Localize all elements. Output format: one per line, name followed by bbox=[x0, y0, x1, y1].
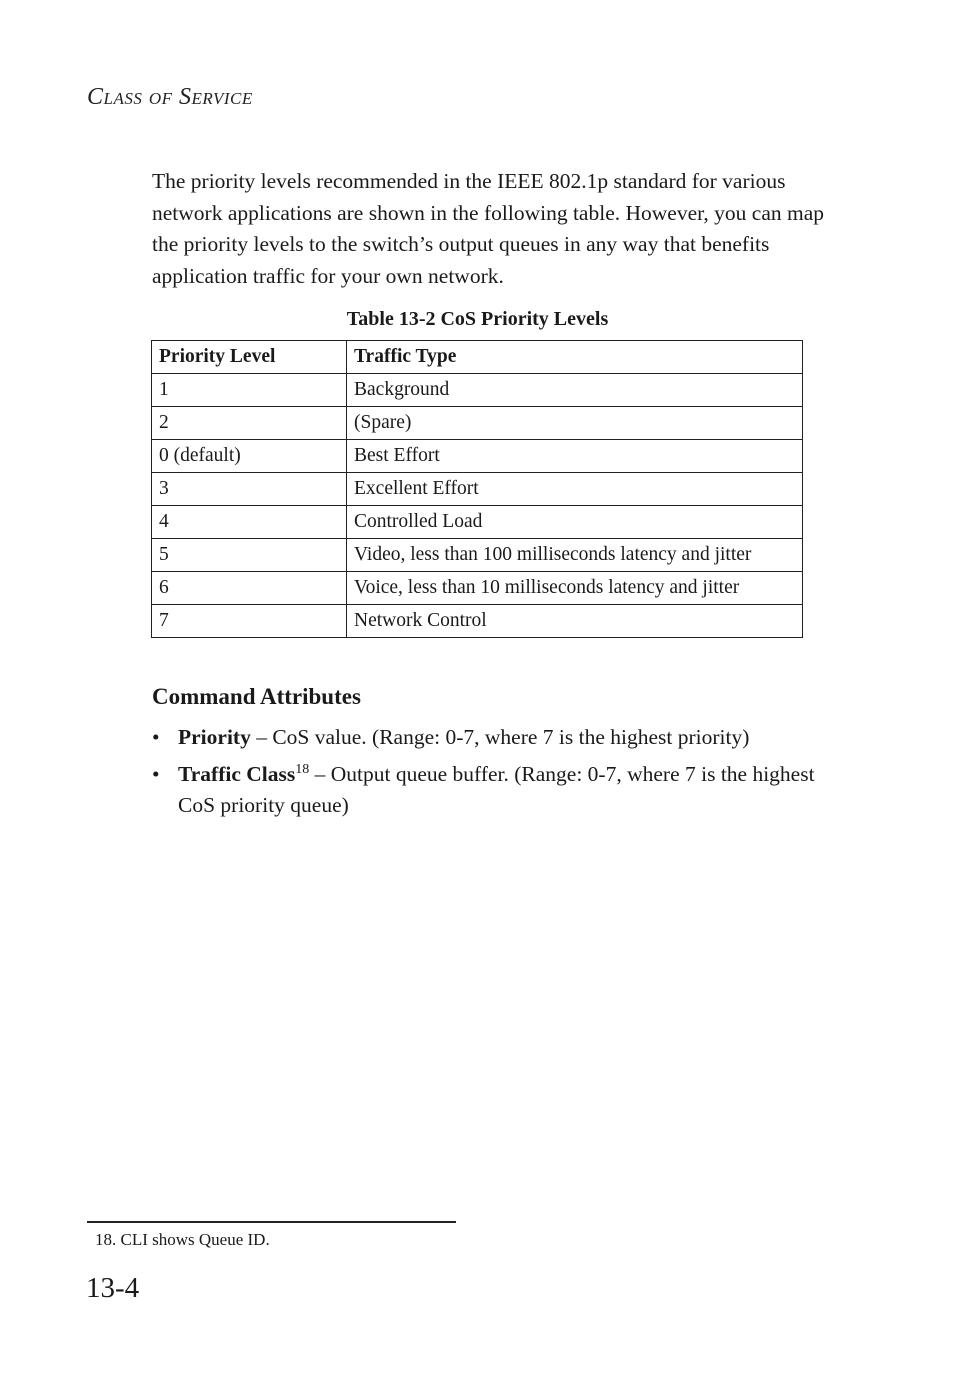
attribute-term: Traffic Class bbox=[178, 762, 296, 786]
priority-level-cell: 5 bbox=[152, 539, 347, 572]
traffic-type-cell: Video, less than 100 milliseconds latency and jitter bbox=[347, 539, 803, 572]
table-row bbox=[152, 407, 803, 440]
header-priority-level: Priority Level bbox=[152, 341, 347, 374]
priority-level-cell: 1 bbox=[152, 374, 347, 407]
table-row bbox=[152, 374, 803, 407]
footnote: 18. CLI shows Queue ID. bbox=[95, 1230, 270, 1249]
attribute-description: – Output queue buffer. (Range: 0-7, where 7 is the highest CoS priority queue) bbox=[178, 762, 815, 817]
footnote-divider bbox=[87, 1221, 456, 1223]
table-row bbox=[152, 572, 803, 605]
table-caption: Table 13-2 CoS Priority Levels bbox=[346, 308, 609, 330]
header-traffic-type: Traffic Type bbox=[347, 341, 803, 374]
priority-level-cell: 0 (default) bbox=[152, 440, 347, 473]
priority-level-cell: 3 bbox=[152, 473, 347, 506]
command-attributes-list bbox=[152, 722, 832, 827]
running-head: Class of Service bbox=[87, 84, 253, 110]
bullet: • bbox=[152, 725, 160, 749]
section-heading: Command Attributes bbox=[152, 684, 361, 709]
priority-level-cell: 4 bbox=[152, 506, 347, 539]
attribute-description: – CoS value. (Range: 0-7, where 7 is the highest priority) bbox=[250, 725, 750, 749]
list-item bbox=[152, 759, 832, 821]
traffic-type-cell: Network Control bbox=[347, 605, 803, 638]
table-row bbox=[152, 473, 803, 506]
priority-level-cell: 7 bbox=[152, 605, 347, 638]
table-row bbox=[152, 605, 803, 638]
table-header-row bbox=[152, 341, 803, 374]
footnote-marker[interactable]: 18 bbox=[295, 761, 310, 777]
attribute-term: Priority bbox=[178, 725, 251, 749]
traffic-type-cell: Background bbox=[347, 374, 803, 407]
intro-paragraph: The priority levels recommended in the IEEE 802.1p standard for various network applications are shown in the following table. However, you can map the priority levels to the switch’s output queues in any way that benefits application traffic for your own network. bbox=[152, 169, 825, 288]
traffic-type-cell: Excellent Effort bbox=[347, 473, 803, 506]
page-number: 13-4 bbox=[86, 1272, 140, 1304]
table-row bbox=[152, 506, 803, 539]
list-item bbox=[152, 722, 832, 753]
cos-priority-table bbox=[151, 340, 803, 638]
priority-level-cell: 2 bbox=[152, 407, 347, 440]
traffic-type-cell: Controlled Load bbox=[347, 506, 803, 539]
table-row bbox=[152, 539, 803, 572]
traffic-type-cell: Best Effort bbox=[347, 440, 803, 473]
traffic-type-cell: (Spare) bbox=[347, 407, 803, 440]
table-row bbox=[152, 440, 803, 473]
bullet: • bbox=[152, 762, 160, 786]
traffic-type-cell: Voice, less than 10 milliseconds latency and jitter bbox=[347, 572, 803, 605]
priority-level-cell: 6 bbox=[152, 572, 347, 605]
